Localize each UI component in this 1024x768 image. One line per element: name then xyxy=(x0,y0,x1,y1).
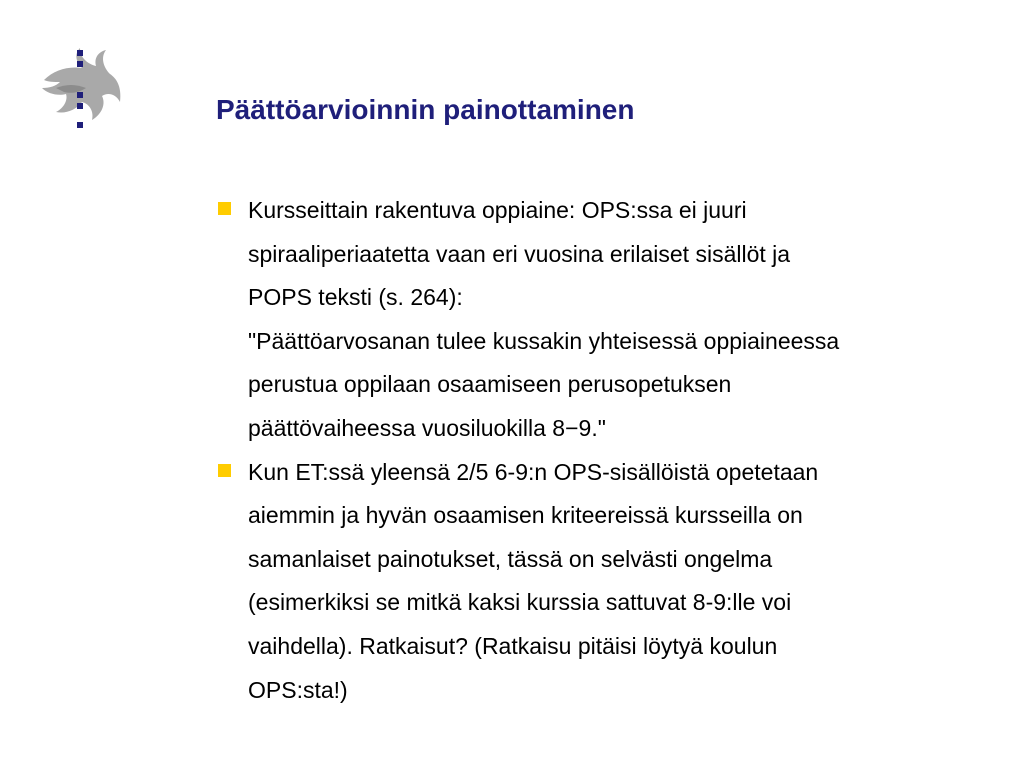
university-flame-logo-icon xyxy=(36,44,126,136)
bullet-text-line: POPS teksti (s. 264): xyxy=(248,284,463,311)
bullet-item xyxy=(216,451,1006,713)
bullet-text-line: (esimerkiksi se mitkä kaksi kurssia sattuvat 8-9:lle voi xyxy=(248,589,792,616)
bullet-text-line: päättövaiheessa vuosiluokilla 8−9." xyxy=(248,414,606,441)
bullet-text-line: Kun ET:ssä yleensä 2/5 6-9:n OPS-sisällöistä opetetaan xyxy=(248,458,819,485)
flame-shape xyxy=(42,48,120,120)
logo-dot-5 xyxy=(77,122,83,128)
bullet-text-line: aiemmin ja hyvän osaamisen kriteereissä kursseilla on xyxy=(248,502,803,529)
logo-dot-3 xyxy=(77,92,83,98)
bullet-text-line: OPS:sta!) xyxy=(248,676,348,703)
bullet-text-line: spiraaliperiaatetta vaan eri vuosina erilaiset sisällöt ja xyxy=(248,240,791,267)
square-bullet-icon xyxy=(218,464,231,477)
bullet-text-line: vaihdella). Ratkaisut? (Ratkaisu pitäisi löytyä koulun xyxy=(248,632,778,659)
bullet-text-line: perustua oppilaan osaamiseen perusopetuksen xyxy=(248,371,732,398)
bullet-text-line: "Päättöarvosanan tulee kussakin yhteisessä oppiaineessa xyxy=(248,327,840,354)
square-bullet-icon xyxy=(218,202,231,215)
bullet-list xyxy=(216,189,1006,712)
logo-dot-2 xyxy=(77,61,83,67)
bullet-text-line: samanlaiset painotukset, tässä on selvästi ongelma xyxy=(248,545,773,572)
slide-title: Päättöarvioinnin painottaminen xyxy=(216,94,635,125)
bullet-item xyxy=(216,189,1006,451)
logo-dot-4 xyxy=(77,103,83,109)
logo-dot-1 xyxy=(77,50,83,56)
bullet-text-line: Kursseittain rakentuva oppiaine: OPS:ssa ei juuri xyxy=(248,197,747,223)
